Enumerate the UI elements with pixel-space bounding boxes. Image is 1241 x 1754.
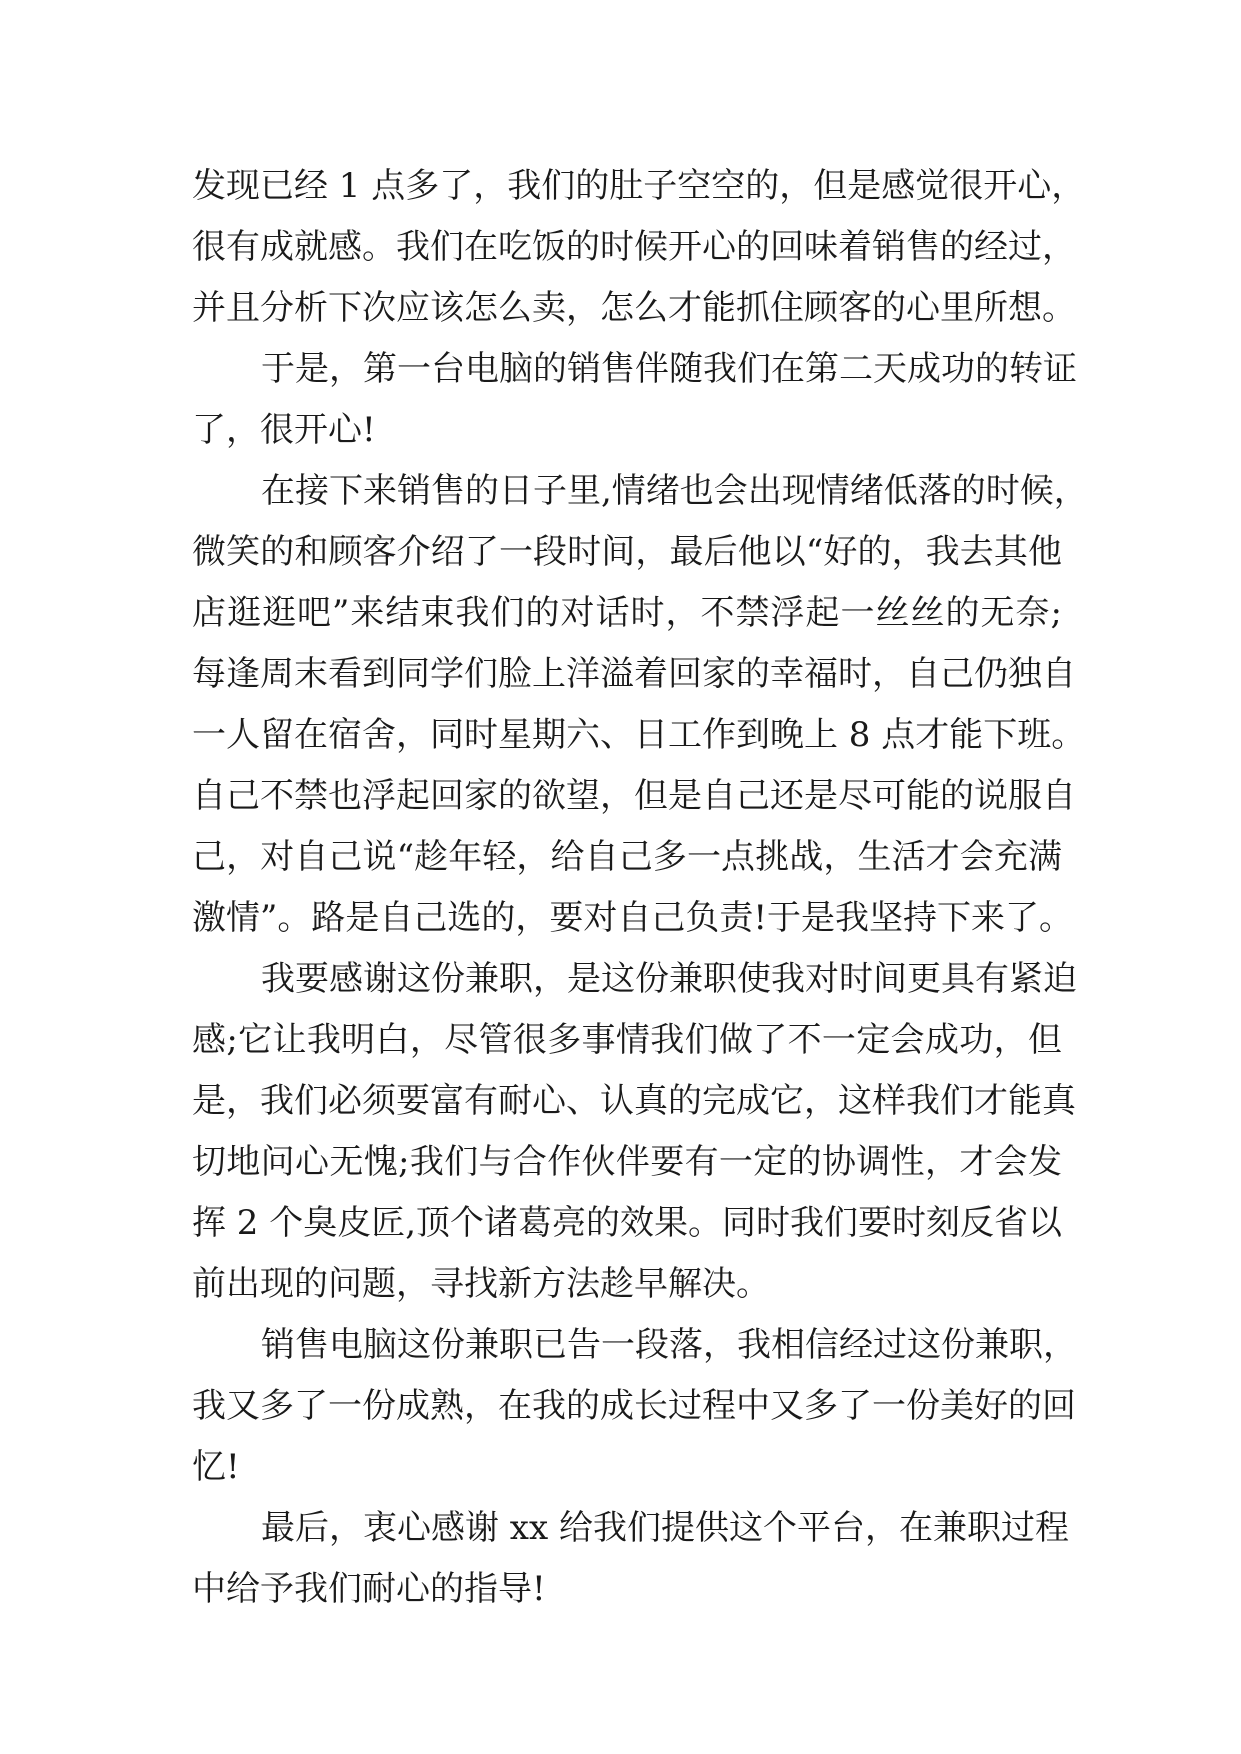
- text-line: 并且分析下次应该怎么卖，怎么才能抓住顾客的心里所想。: [192, 288, 1076, 328]
- text-line: 感;它让我明白，尽管很多事情我们做了不一定会成功，但: [192, 1020, 1062, 1060]
- text-line: 挥 2 个臭皮匠,顶个诸葛亮的效果。同时我们要时刻反省以: [192, 1203, 1063, 1243]
- text-line: 发现已经 1 点多了，我们的肚子空空的，但是感觉很开心，: [192, 166, 1086, 206]
- text-line: 自己不禁也浮起回家的欲望，但是自己还是尽可能的说服自: [192, 776, 1076, 816]
- text-line: 销售电脑这份兼职已告一段落，我相信经过这份兼职，: [261, 1325, 1077, 1365]
- paragraph-4: [192, 949, 1077, 1315]
- text-line: 己，对自己说“趁年轻，给自己多一点挑战，生活才会充满: [192, 837, 1062, 877]
- text-line: 很有成就感。我们在吃饭的时候开心的回味着销售的经过，: [192, 227, 1076, 267]
- text-line: 一人留在宿舍，同时星期六、日工作到晚上 8 点才能下班。: [192, 715, 1086, 755]
- text-line: 忆!: [192, 1447, 240, 1487]
- text-line: 最后，衷心感谢 xx 给我们提供这个平台，在兼职过程: [261, 1508, 1069, 1548]
- paragraph-2: [192, 339, 1077, 461]
- text-line: 中给予我们耐心的指导!: [192, 1569, 546, 1609]
- text-line: 切地问心无愧;我们与合作伙伴要有一定的协调性，才会发: [192, 1142, 1063, 1182]
- text-line: 微笑的和顾客介绍了一段时间，最后他以“好的，我去其他: [192, 532, 1062, 572]
- paragraph-6: [192, 1498, 1069, 1620]
- text-line: 激情”。路是自己选的，要对自己负责!于是我坚持下来了。: [192, 898, 1074, 938]
- text-line: 是，我们必须要富有耐心、认真的完成它，这样我们才能真: [192, 1081, 1076, 1121]
- text-line: 于是，第一台电脑的销售伴随我们在第二天成功的转证: [261, 349, 1077, 389]
- document-body: [192, 156, 1088, 1620]
- text-line: 每逢周末看到同学们脸上洋溢着回家的幸福时，自己仍独自: [192, 654, 1076, 694]
- text-line: 我要感谢这份兼职，是这份兼职使我对时间更具有紧迫: [261, 959, 1077, 999]
- text-line: 前出现的问题，寻找新方法趁早解决。: [192, 1264, 770, 1304]
- text-line: 店逛逛吧”来结束我们的对话时，不禁浮起一丝丝的无奈;: [192, 593, 1062, 633]
- text-line: 我又多了一份成熟，在我的成长过程中又多了一份美好的回: [192, 1386, 1076, 1426]
- text-line: 在接下来销售的日子里,情绪也会出现情绪低落的时候，: [261, 471, 1088, 511]
- text-line: 了，很开心!: [192, 410, 376, 450]
- paragraph-1: [192, 156, 1086, 339]
- paragraph-3: [192, 461, 1088, 949]
- paragraph-5: [192, 1315, 1077, 1498]
